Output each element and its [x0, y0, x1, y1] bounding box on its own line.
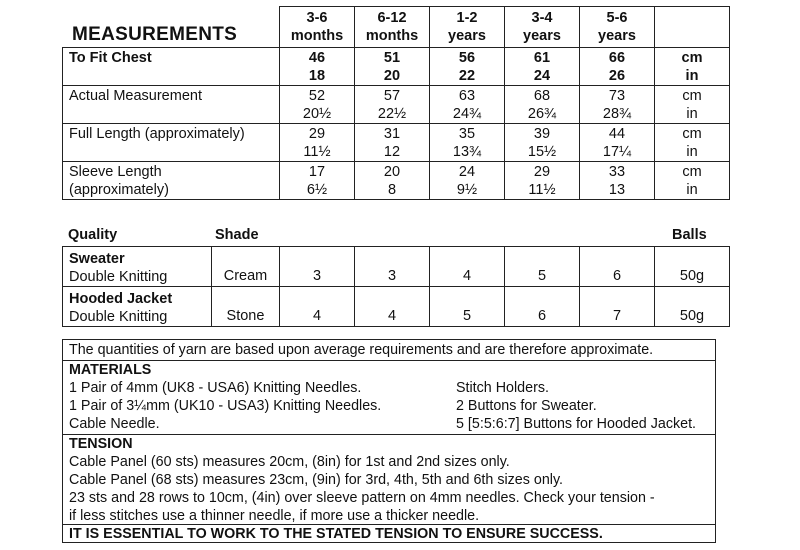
value-cell [580, 162, 655, 200]
value-cell [430, 162, 505, 200]
cell-text: Actual Measurement [69, 87, 202, 104]
value-cell [430, 86, 505, 124]
ball-count-cell: 6 [505, 287, 580, 327]
cell-text: 29 [533, 163, 551, 180]
cell-text: 26¾ [527, 105, 557, 122]
cell-text: 52 [308, 87, 326, 104]
cell-text: 5-6 [606, 10, 628, 26]
cell-text: in [686, 181, 698, 198]
cell-text: 11½ [303, 143, 331, 160]
cell-text: 8 [387, 181, 397, 198]
value-cell [355, 162, 430, 200]
cell-text: cm [682, 163, 702, 180]
value-cell [580, 48, 655, 86]
cell-text: 66 [608, 49, 626, 66]
row-label [63, 86, 280, 124]
cell-text: years [448, 28, 486, 44]
value-cell [355, 48, 430, 86]
cell-text: 17¼ [602, 143, 632, 160]
ball-weight-cell: 50g [655, 287, 730, 327]
cell-text: cm [682, 125, 702, 142]
table-row [63, 124, 730, 162]
value-cell [505, 124, 580, 162]
cell-text: 13 [608, 181, 626, 198]
cell-text: 22 [458, 67, 476, 84]
shade-cell: Cream [212, 247, 280, 287]
ball-count-cell: 5 [430, 287, 505, 327]
cell-text: 24 [533, 67, 551, 84]
cell-text: 51 [383, 49, 401, 66]
divider [63, 434, 715, 435]
row-label [63, 162, 280, 200]
ball-count-cell: 6 [580, 247, 655, 287]
value-cell [280, 162, 355, 200]
table-row [63, 48, 730, 86]
cell-text: 17 [308, 163, 326, 180]
material-item: 5 [5:5:6:7] Buttons for Hooded Jacket. [456, 416, 697, 432]
cell-text: 68 [533, 87, 551, 104]
value-cell [505, 48, 580, 86]
tension-line: Cable Panel (68 sts) measures 23cm, (9in) for 3rd, 4th, 5th and 6th sizes only. [69, 472, 564, 488]
cell-text: 35 [458, 125, 476, 142]
material-item: 2 Buttons for Sweater. [456, 398, 597, 414]
cell-text: 1-2 [456, 10, 478, 26]
value-cell [505, 162, 580, 200]
tension-line: if less stitches use a thinner needle, if more use a thicker needle. [69, 508, 480, 524]
ball-count-cell: 4 [355, 287, 430, 327]
value-cell [280, 86, 355, 124]
value-cell [430, 124, 505, 162]
cell-text: 56 [458, 49, 476, 66]
material-item: 1 Pair of 4mm (UK8 - USA6) Knitting Needles. [69, 380, 362, 396]
cell-text: 15½ [527, 143, 557, 160]
cell-text: 20 [383, 163, 401, 180]
cell-text: years [523, 28, 561, 44]
cell-text: years [598, 28, 636, 44]
divider [63, 360, 715, 361]
cell-text: 3-4 [531, 10, 553, 26]
quantities-note: The quantities of yarn are based upon average requirements and are therefore approximate. [69, 342, 654, 358]
table-row [63, 86, 730, 124]
cell-text: 20 [383, 67, 401, 84]
cell-text: months [290, 28, 344, 44]
cell-text: To Fit Chest [69, 49, 152, 66]
table-row [63, 162, 730, 200]
cell-text: 6-12 [377, 10, 407, 26]
cell-text: 18 [308, 67, 326, 84]
material-item: Cable Needle. [69, 416, 160, 432]
cell-text: 12 [383, 143, 401, 160]
ball-count-cell: 4 [280, 287, 355, 327]
cell-text: 22½ [377, 105, 407, 122]
yarn-name-cell: Hooded Jacket Double Knitting [63, 287, 212, 327]
cell-text: Full Length (approximately) [69, 125, 245, 142]
cell-text: cm [681, 49, 703, 66]
value-cell [580, 124, 655, 162]
cell-text: 33 [608, 163, 626, 180]
material-item: 1 Pair of 3¼mm (UK10 - USA3) Knitting Needles. [69, 398, 382, 414]
essential-note: IT IS ESSENTIAL TO WORK TO THE STATED TENSION TO ENSURE SUCCESS. [69, 526, 603, 542]
cell-text: 28¾ [602, 105, 632, 122]
ball-count-cell: 7 [580, 287, 655, 327]
cell-text: Sleeve Length [69, 163, 162, 180]
cell-text: 20½ [302, 105, 332, 122]
cell-text: 44 [608, 125, 626, 142]
cell-text: 31 [383, 125, 401, 142]
unit-cell [655, 162, 730, 200]
size-column-header [430, 7, 505, 48]
shade-cell: Stone [212, 287, 280, 327]
tension-line: 23 sts and 28 rows to 10cm, (4in) over sleeve pattern on 4mm needles. Check your tension - [69, 490, 655, 506]
cell-text: 57 [383, 87, 401, 104]
cell-text: 11½ [528, 181, 556, 198]
cell-text: 9½ [456, 181, 478, 198]
cell-text: months [365, 28, 419, 44]
cell-text: 13¾ [452, 143, 482, 160]
yarn-row [63, 247, 730, 287]
yarn-row [63, 287, 730, 327]
value-cell [355, 124, 430, 162]
unit-cell [655, 48, 730, 86]
cell-text: cm [682, 87, 702, 104]
cell-text: 39 [533, 125, 551, 142]
unit-cell [655, 86, 730, 124]
cell-text: in [685, 67, 699, 84]
cell-text: (approximately) [69, 181, 169, 198]
value-cell [505, 86, 580, 124]
cell-text: 3-6 [306, 10, 328, 26]
row-label [63, 48, 280, 86]
cell-text: in [686, 105, 698, 122]
ball-count-cell: 5 [505, 247, 580, 287]
tension-line: Cable Panel (60 sts) measures 20cm, (8in) for 1st and 2nd sizes only. [69, 454, 510, 470]
shade-label: Shade [215, 227, 259, 243]
cell-text: 26 [608, 67, 626, 84]
material-item: Stitch Holders. [456, 380, 549, 396]
materials-heading: MATERIALS [69, 362, 152, 378]
yarn-table [62, 246, 730, 327]
cell-text: 73 [608, 87, 626, 104]
size-column-header [505, 7, 580, 48]
cell-text: 24 [458, 163, 476, 180]
cell-text: 24¾ [452, 105, 482, 122]
cell-text: 46 [308, 49, 326, 66]
cell-text: 29 [308, 125, 326, 142]
unit-cell [655, 124, 730, 162]
quality-label: Quality [68, 227, 118, 243]
value-cell [280, 124, 355, 162]
size-column-header [280, 7, 355, 48]
ball-count-cell: 4 [430, 247, 505, 287]
ball-weight-cell: 50g [655, 247, 730, 287]
value-cell [355, 86, 430, 124]
size-column-header [355, 7, 430, 48]
value-cell [430, 48, 505, 86]
balls-label: Balls [672, 227, 707, 243]
cell-text: 61 [533, 49, 551, 66]
ball-count-cell: 3 [355, 247, 430, 287]
unit-column-header [655, 7, 730, 48]
row-label [63, 124, 280, 162]
notes-box [62, 339, 716, 543]
cell-text: in [686, 143, 698, 160]
yarn-name-cell: Sweater Double Knitting [63, 247, 212, 287]
ball-count-cell: 3 [280, 247, 355, 287]
size-column-header [580, 7, 655, 48]
measurements-title: MEASUREMENTS [72, 24, 238, 45]
tension-heading: TENSION [69, 436, 133, 452]
cell-text: 6½ [306, 181, 328, 198]
cell-text: 63 [458, 87, 476, 104]
value-cell [580, 86, 655, 124]
value-cell [280, 48, 355, 86]
